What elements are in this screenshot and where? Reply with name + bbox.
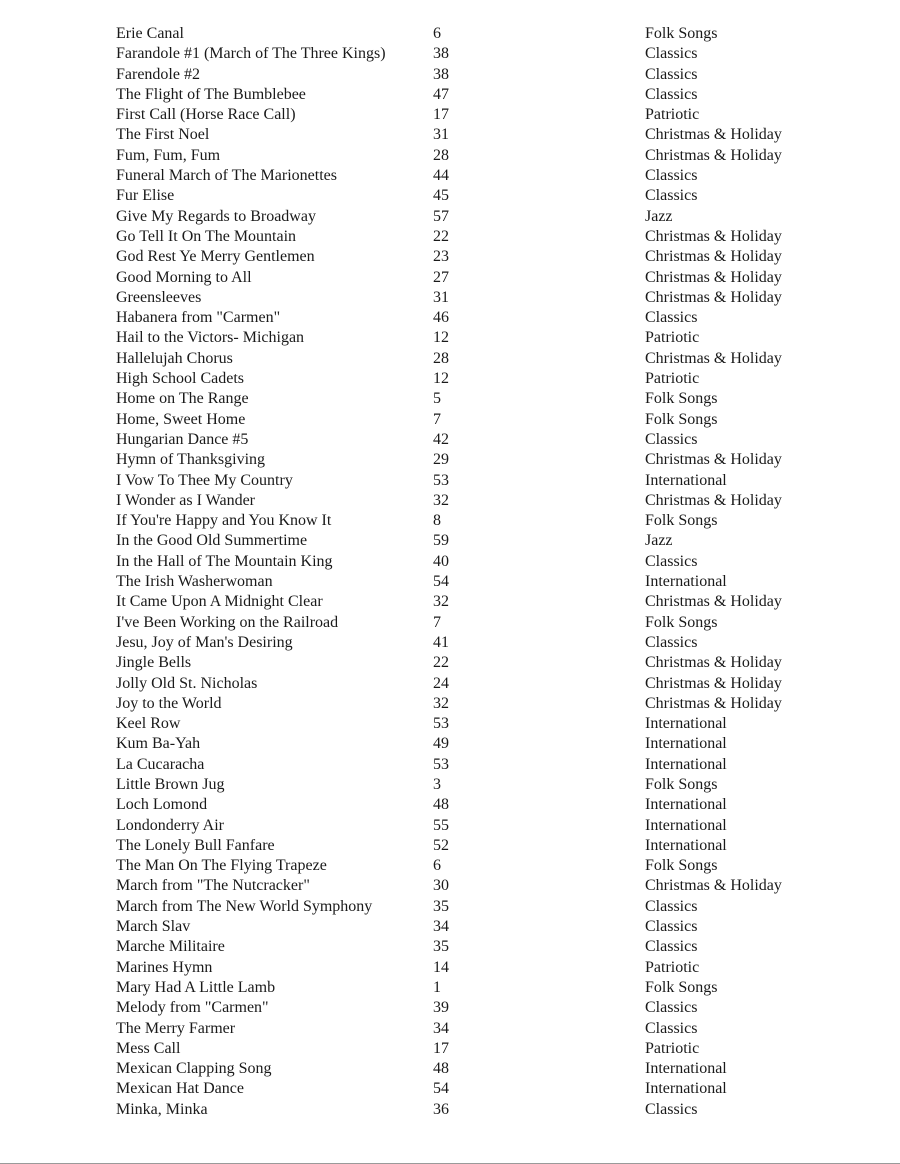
song-title: Minka, Minka [116,1100,208,1118]
song-title: Good Morning to All [116,268,252,286]
song-title: The Merry Farmer [116,1019,236,1037]
song-category: Christmas & Holiday [645,268,782,286]
song-page-number: 44 [433,167,449,185]
song-row [0,105,900,125]
song-title: Loch Lomond [116,796,208,814]
song-category: Folk Songs [645,978,718,996]
song-page-number: 45 [433,187,449,205]
song-title: March Slav [116,918,191,936]
song-page-number: 53 [433,471,449,489]
song-page-number: 6 [433,857,441,875]
song-page-number: 34 [433,1019,449,1037]
song-row [0,755,900,775]
song-title: If You're Happy and You Know It [116,512,332,530]
song-row [0,633,900,653]
song-page-number: 53 [433,755,449,773]
song-row [0,389,900,409]
song-row [0,653,900,673]
song-row [0,613,900,633]
song-category: Patriotic [645,958,700,976]
song-row [0,816,900,836]
song-page-number: 6 [433,25,441,42]
song-category: Christmas & Holiday [645,654,782,672]
song-category: Christmas & Holiday [645,227,782,245]
song-category: Christmas & Holiday [645,146,782,164]
song-page-number: 32 [433,491,449,509]
song-category: Jazz [645,532,673,550]
song-category: Classics [645,167,698,185]
song-title: March from The New World Symphony [116,897,373,915]
song-title: Fum, Fum, Fum [116,146,221,164]
song-row [0,897,900,917]
song-category: International [645,1080,727,1098]
song-row [0,125,900,145]
song-category: Classics [645,918,698,936]
song-page-number: 31 [433,126,449,144]
song-page-number: 40 [433,552,449,570]
song-category: Christmas & Holiday [645,349,782,367]
song-category: Classics [645,999,698,1017]
song-row [0,166,900,186]
song-page-number: 35 [433,938,449,956]
song-page-number: 32 [433,593,449,611]
song-row [0,471,900,491]
song-title: Give My Regards to Broadway [116,207,316,225]
song-row [0,978,900,998]
song-title: In the Good Old Summertime [116,532,308,550]
song-category: International [645,796,727,814]
song-page-number: 55 [433,816,449,834]
song-category: Classics [645,187,698,205]
song-category: Christmas & Holiday [645,491,782,509]
song-category: Classics [645,65,698,83]
song-row [0,937,900,957]
song-page-number: 39 [433,999,449,1017]
song-category: International [645,816,727,834]
song-row [0,268,900,288]
song-row [0,24,900,44]
song-title: Home on The Range [116,390,249,408]
song-title: Hymn of Thanksgiving [116,451,266,469]
song-title: Kum Ba-Yah [116,735,201,753]
song-title: Farendole #2 [116,65,200,83]
song-page-number: 49 [433,735,449,753]
song-category: International [645,715,727,733]
song-page-number: 14 [433,958,449,976]
song-page-number: 7 [433,613,441,631]
song-row [0,207,900,227]
song-row [0,369,900,389]
song-category: Patriotic [645,370,700,388]
song-row [0,1019,900,1039]
song-category: Patriotic [645,106,700,124]
song-title: Hallelujah Chorus [116,349,233,367]
song-title: Hungarian Dance #5 [116,430,249,448]
song-page-number: 59 [433,532,449,550]
song-title: Marines Hymn [116,958,213,976]
song-row [0,694,900,714]
song-page-number: 35 [433,897,449,915]
song-page-number: 29 [433,451,449,469]
song-row [0,714,900,734]
song-category: International [645,1060,727,1078]
song-row [0,65,900,85]
song-page-number: 28 [433,146,449,164]
song-row [0,917,900,937]
song-row [0,836,900,856]
song-title: In the Hall of The Mountain King [116,552,333,570]
song-page-number: 32 [433,694,449,712]
song-row [0,552,900,572]
song-row [0,410,900,430]
song-category: Patriotic [645,329,700,347]
song-category: International [645,471,727,489]
song-row [0,958,900,978]
song-category: Christmas & Holiday [645,288,782,306]
song-category: Folk Songs [645,857,718,875]
song-page-number: 12 [433,370,449,388]
song-category: Folk Songs [645,613,718,631]
song-title: Londonderry Air [116,816,224,834]
song-page-number: 38 [433,65,449,83]
song-page-number: 54 [433,573,449,591]
song-title: The Irish Washerwoman [116,573,273,591]
song-page-number: 22 [433,654,449,672]
song-page-number: 36 [433,1100,449,1118]
song-page-number: 46 [433,309,449,327]
song-category: Folk Songs [645,512,718,530]
song-row [0,450,900,470]
song-category: International [645,836,727,854]
song-page-number: 31 [433,288,449,306]
song-title: March from "The Nutcracker" [116,877,310,895]
song-category: Folk Songs [645,410,718,428]
song-category: Patriotic [645,1039,700,1057]
song-page-number: 38 [433,45,449,63]
song-title: Mary Had A Little Lamb [116,978,276,996]
song-page-number: 54 [433,1080,449,1098]
song-row [0,572,900,592]
song-row [0,674,900,694]
song-page-number: 28 [433,349,449,367]
song-title: Jesu, Joy of Man's Desiring [116,633,293,651]
song-row [0,876,900,896]
song-page-number: 23 [433,248,449,266]
song-title: Greensleeves [116,288,202,306]
song-category: Christmas & Holiday [645,126,782,144]
song-page-number: 7 [433,410,441,428]
song-row [0,349,900,369]
song-row [0,308,900,328]
song-category: Classics [645,1019,698,1037]
song-title: Erie Canal [116,25,184,42]
song-row [0,328,900,348]
song-row [0,85,900,105]
song-title: I Vow To Thee My Country [116,471,293,489]
song-row [0,856,900,876]
song-page-number: 57 [433,207,449,225]
song-title: Habanera from "Carmen" [116,309,281,327]
song-title: Home, Sweet Home [116,410,246,428]
song-category: Classics [645,309,698,327]
song-page-number: 34 [433,918,449,936]
song-title: The Lonely Bull Fanfare [116,836,275,854]
song-row [0,247,900,267]
song-title: The Flight of The Bumblebee [116,85,306,103]
song-row [0,491,900,511]
song-row [0,146,900,166]
song-row [0,531,900,551]
song-row [0,1059,900,1079]
song-row [0,430,900,450]
song-title: Jolly Old St. Nicholas [116,674,258,692]
song-title: The Man On The Flying Trapeze [116,857,327,875]
song-category: Jazz [645,207,673,225]
song-title: High School Cadets [116,370,244,388]
song-row [0,998,900,1018]
song-category: Classics [645,45,698,63]
song-category: International [645,735,727,753]
song-page-number: 42 [433,430,449,448]
song-title: Jingle Bells [116,654,192,672]
song-category: Folk Songs [645,390,718,408]
song-row [0,288,900,308]
song-row [0,592,900,612]
song-page-number: 24 [433,674,449,692]
song-page-number: 48 [433,1060,449,1078]
song-row [0,227,900,247]
song-page-number: 17 [433,1039,449,1057]
song-title: First Call (Horse Race Call) [116,106,296,124]
song-page-number: 5 [433,390,441,408]
song-index-list [0,24,900,1120]
song-title: Keel Row [116,715,181,733]
song-row [0,511,900,531]
song-category: Classics [645,938,698,956]
song-page-number: 41 [433,633,449,651]
song-page-number: 47 [433,85,449,103]
song-category: Christmas & Holiday [645,674,782,692]
song-category: Classics [645,430,698,448]
song-row [0,734,900,754]
song-title: It Came Upon A Midnight Clear [116,593,323,611]
song-title: Hail to the Victors- Michigan [116,329,305,347]
song-page-number: 48 [433,796,449,814]
song-page-number: 3 [433,775,441,793]
song-page-number: 8 [433,512,441,530]
song-title: The First Noel [116,126,210,144]
song-category: International [645,755,727,773]
song-row [0,1079,900,1099]
song-title: I've Been Working on the Railroad [116,613,339,631]
song-row [0,1039,900,1059]
song-title: Fur Elise [116,187,175,205]
song-category: Classics [645,633,698,651]
song-category: Classics [645,85,698,103]
song-title: Go Tell It On The Mountain [116,227,297,245]
song-category: Folk Songs [645,775,718,793]
song-title: Mexican Clapping Song [116,1060,272,1078]
song-title: Mess Call [116,1039,181,1057]
song-title: God Rest Ye Merry Gentlemen [116,248,315,266]
song-row [0,775,900,795]
song-page-number: 22 [433,227,449,245]
song-row [0,186,900,206]
song-title: La Cucaracha [116,755,205,773]
song-page-number: 52 [433,836,449,854]
song-title: Little Brown Jug [116,775,225,793]
song-page-number: 17 [433,106,449,124]
song-category: Classics [645,897,698,915]
song-page-number: 53 [433,715,449,733]
song-category: International [645,573,727,591]
song-page-number: 27 [433,268,449,286]
song-category: Christmas & Holiday [645,593,782,611]
song-page-number: 12 [433,329,449,347]
song-category: Christmas & Holiday [645,248,782,266]
song-category: Folk Songs [645,25,718,42]
song-category: Classics [645,552,698,570]
song-page-number: 30 [433,877,449,895]
song-title: Melody from "Carmen" [116,999,269,1017]
song-category: Christmas & Holiday [645,451,782,469]
song-title: Mexican Hat Dance [116,1080,244,1098]
song-category: Christmas & Holiday [645,877,782,895]
song-row [0,44,900,64]
song-category: Classics [645,1100,698,1118]
song-row [0,795,900,815]
song-title: Funeral March of The Marionettes [116,167,337,185]
song-title: I Wonder as I Wander [116,491,256,509]
song-category: Christmas & Holiday [645,694,782,712]
song-row [0,1100,900,1120]
song-title: Farandole #1 (March of The Three Kings) [116,45,386,63]
song-title: Marche Militaire [116,938,225,956]
song-page-number: 1 [433,978,441,996]
song-title: Joy to the World [116,694,222,712]
